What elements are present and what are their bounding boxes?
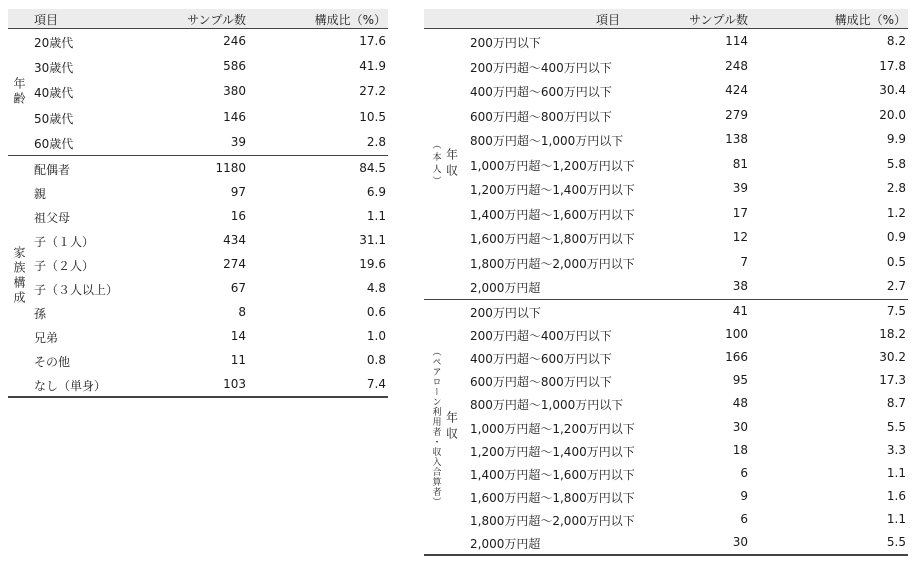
row-item: 2,000万円超 xyxy=(470,281,541,295)
row-item: 30歳代 xyxy=(34,61,74,76)
row-ratio: 3.3 xyxy=(886,442,906,457)
row-item: その他 xyxy=(34,355,71,369)
table-row xyxy=(424,392,908,415)
row-samples: 18 xyxy=(732,442,748,457)
row-ratio: 8.7 xyxy=(886,396,906,411)
row-samples: 6 xyxy=(740,465,748,480)
table-row xyxy=(424,127,908,152)
table-row xyxy=(8,252,388,276)
row-item: 600万円超～800万円以下 xyxy=(470,109,612,124)
group-income-self xyxy=(424,29,908,299)
group-income-pair xyxy=(424,299,908,554)
row-item: 400万円超～600万円以下 xyxy=(470,85,612,99)
row-samples: 39 xyxy=(230,134,246,149)
right-table-header xyxy=(424,9,908,29)
row-item: 40歳代 xyxy=(34,86,74,101)
table-row xyxy=(424,346,908,369)
row-item: 1,800万円超～2,000万円以下 xyxy=(470,256,635,271)
row-item: 兄弟 xyxy=(34,331,59,345)
table-row xyxy=(424,323,908,346)
row-ratio: 17.6 xyxy=(359,34,386,48)
row-samples: 248 xyxy=(725,58,748,73)
table-row xyxy=(8,54,388,79)
row-ratio: 30.2 xyxy=(879,350,906,365)
row-ratio: 1.6 xyxy=(886,488,906,503)
table-row xyxy=(8,29,388,54)
row-samples: 81 xyxy=(732,156,748,171)
table-row xyxy=(424,369,908,392)
table-row xyxy=(424,29,908,54)
row-ratio: 19.6 xyxy=(359,257,386,271)
row-item: 子（３人以上） xyxy=(34,283,119,297)
table-row xyxy=(424,439,908,462)
table-row xyxy=(424,300,908,323)
row-ratio: 9.9 xyxy=(886,132,906,146)
group-sublabel-text: （本人） xyxy=(430,140,441,188)
row-item: 1,000万円超～1,200万円以下 xyxy=(470,421,635,436)
row-samples: 166 xyxy=(725,350,748,365)
row-samples: 39 xyxy=(732,181,748,195)
row-ratio: 31.1 xyxy=(359,233,386,247)
row-samples: 7 xyxy=(740,254,748,269)
table-row xyxy=(424,508,908,531)
header-ratio: 構成比（%） xyxy=(314,13,386,27)
row-samples: 146 xyxy=(223,109,246,124)
row-item: 60歳代 xyxy=(34,136,74,151)
row-item: 子（１人） xyxy=(34,235,95,249)
table-row xyxy=(8,156,388,180)
row-samples: 97 xyxy=(230,185,246,199)
row-item: 1,200万円超～1,400万円以下 xyxy=(470,444,635,459)
row-ratio: 84.5 xyxy=(359,161,386,175)
row-samples: 114 xyxy=(725,34,748,48)
row-samples: 41 xyxy=(732,304,748,318)
row-ratio: 5.8 xyxy=(886,156,906,171)
group-age xyxy=(8,29,388,155)
row-samples: 30 xyxy=(732,535,748,549)
row-samples: 100 xyxy=(725,327,748,342)
row-item: 800万円超～1,000万円以下 xyxy=(470,398,624,413)
row-ratio: 1.2 xyxy=(886,205,906,220)
row-ratio: 0.6 xyxy=(366,305,386,319)
header-samples: サンプル数 xyxy=(187,13,246,27)
table-row xyxy=(424,152,908,177)
row-ratio: 41.9 xyxy=(359,59,386,74)
row-ratio: 1.0 xyxy=(366,329,386,343)
row-ratio: 0.9 xyxy=(886,230,906,244)
row-samples: 38 xyxy=(732,279,748,293)
row-ratio: 7.5 xyxy=(886,304,906,318)
row-ratio: 2.8 xyxy=(366,134,386,149)
right-table xyxy=(424,9,908,556)
header-item: 項目 xyxy=(596,13,621,27)
table-row xyxy=(8,180,388,204)
row-item: 2,000万円超 xyxy=(470,537,541,551)
row-samples: 12 xyxy=(732,230,748,244)
row-item: 200万円超～400万円以下 xyxy=(470,329,612,344)
header-ratio: 構成比（%） xyxy=(834,13,906,27)
table-row xyxy=(424,485,908,508)
row-ratio: 1.1 xyxy=(366,209,386,223)
table-row xyxy=(8,324,388,348)
row-ratio: 1.1 xyxy=(886,465,906,480)
row-samples: 279 xyxy=(725,107,748,122)
row-ratio: 17.8 xyxy=(879,58,906,73)
header-item: 項目 xyxy=(34,13,59,27)
row-item: 1,000万円超～1,200万円以下 xyxy=(470,158,635,173)
table-row xyxy=(424,274,908,299)
row-samples: 274 xyxy=(223,257,246,271)
row-ratio: 2.8 xyxy=(886,181,906,195)
row-item: 孫 xyxy=(34,307,47,321)
row-item: 1,800万円超～2,000万円以下 xyxy=(470,513,635,528)
table-row xyxy=(424,462,908,485)
row-samples: 434 xyxy=(223,233,246,247)
group-family xyxy=(8,155,388,396)
row-ratio: 8.2 xyxy=(886,34,906,48)
row-ratio: 6.9 xyxy=(366,185,386,199)
row-item: 600万円超～800万円以下 xyxy=(470,375,612,390)
group-label-text: 年齢 xyxy=(12,77,26,107)
row-item: 1,600万円超～1,800万円以下 xyxy=(470,490,635,505)
row-samples: 95 xyxy=(732,373,748,388)
row-item: 800万円超～1,000万円以下 xyxy=(470,134,624,148)
table-row xyxy=(8,372,388,396)
row-samples: 6 xyxy=(740,511,748,526)
row-samples: 424 xyxy=(725,83,748,97)
table-row xyxy=(424,201,908,226)
group-label-text: 年収 xyxy=(444,148,459,180)
row-samples: 8 xyxy=(238,305,246,319)
row-item: 20歳代 xyxy=(34,36,74,50)
row-ratio: 7.4 xyxy=(366,377,386,391)
row-ratio: 18.2 xyxy=(879,327,906,342)
header-samples: サンプル数 xyxy=(689,13,748,27)
table-row xyxy=(424,531,908,554)
table-row xyxy=(8,276,388,300)
row-item: なし（単身） xyxy=(34,379,107,393)
table-row xyxy=(8,105,388,130)
row-ratio: 10.5 xyxy=(359,109,386,124)
row-ratio: 0.8 xyxy=(366,353,386,367)
table-row xyxy=(424,54,908,79)
row-samples: 16 xyxy=(230,209,246,223)
row-item: 200万円以下 xyxy=(470,306,541,320)
row-item: 1,400万円超～1,600万円以下 xyxy=(470,467,635,482)
table-row xyxy=(8,130,388,155)
row-samples: 138 xyxy=(725,132,748,146)
group-label-text: 家族構成 xyxy=(12,246,26,306)
row-ratio: 1.1 xyxy=(886,511,906,526)
row-item: 200万円超～400万円以下 xyxy=(470,60,612,75)
row-samples: 380 xyxy=(223,84,246,99)
table-row xyxy=(424,176,908,201)
table-row xyxy=(8,228,388,252)
row-item: 祖父母 xyxy=(34,211,71,225)
row-item: 1,200万円超～1,400万円以下 xyxy=(470,183,635,197)
row-samples: 67 xyxy=(230,281,246,295)
row-item: 50歳代 xyxy=(34,111,74,126)
row-samples: 9 xyxy=(740,488,748,503)
row-ratio: 4.8 xyxy=(366,281,386,295)
row-item: 1,400万円超～1,600万円以下 xyxy=(470,207,635,222)
table-row xyxy=(424,78,908,103)
row-samples: 30 xyxy=(732,419,748,434)
row-ratio: 20.0 xyxy=(879,107,906,122)
row-ratio: 27.2 xyxy=(359,84,386,99)
table-row xyxy=(8,79,388,104)
table-row xyxy=(8,204,388,228)
left-table xyxy=(8,9,388,398)
row-item: 配偶者 xyxy=(34,163,71,177)
row-samples: 11 xyxy=(230,353,246,367)
row-item: 親 xyxy=(34,187,47,201)
group-label-text: 年収 xyxy=(444,411,459,443)
row-ratio: 30.4 xyxy=(879,83,906,97)
table-row xyxy=(424,103,908,128)
group-sublabel-text: （ペアローン利用者・収入合算者） xyxy=(430,347,441,507)
table-row xyxy=(8,300,388,324)
row-samples: 246 xyxy=(223,34,246,48)
row-ratio: 0.5 xyxy=(886,254,906,269)
row-samples: 17 xyxy=(732,205,748,220)
row-samples: 48 xyxy=(732,396,748,411)
row-item: 1,600万円超～1,800万円以下 xyxy=(470,232,635,246)
row-samples: 103 xyxy=(223,377,246,391)
row-item: 200万円以下 xyxy=(470,36,541,50)
row-samples: 14 xyxy=(230,329,246,343)
table-row xyxy=(8,348,388,372)
row-ratio: 2.7 xyxy=(886,279,906,293)
row-ratio: 5.5 xyxy=(886,419,906,434)
row-ratio: 5.5 xyxy=(886,535,906,549)
table-row xyxy=(424,416,908,439)
table-row xyxy=(424,250,908,275)
row-item: 400万円超～600万円以下 xyxy=(470,352,612,367)
left-table-header xyxy=(8,9,388,29)
row-samples: 586 xyxy=(223,59,246,74)
row-samples: 1180 xyxy=(215,161,246,175)
table-row xyxy=(424,225,908,250)
row-item: 子（２人） xyxy=(34,259,95,273)
row-ratio: 17.3 xyxy=(879,373,906,388)
